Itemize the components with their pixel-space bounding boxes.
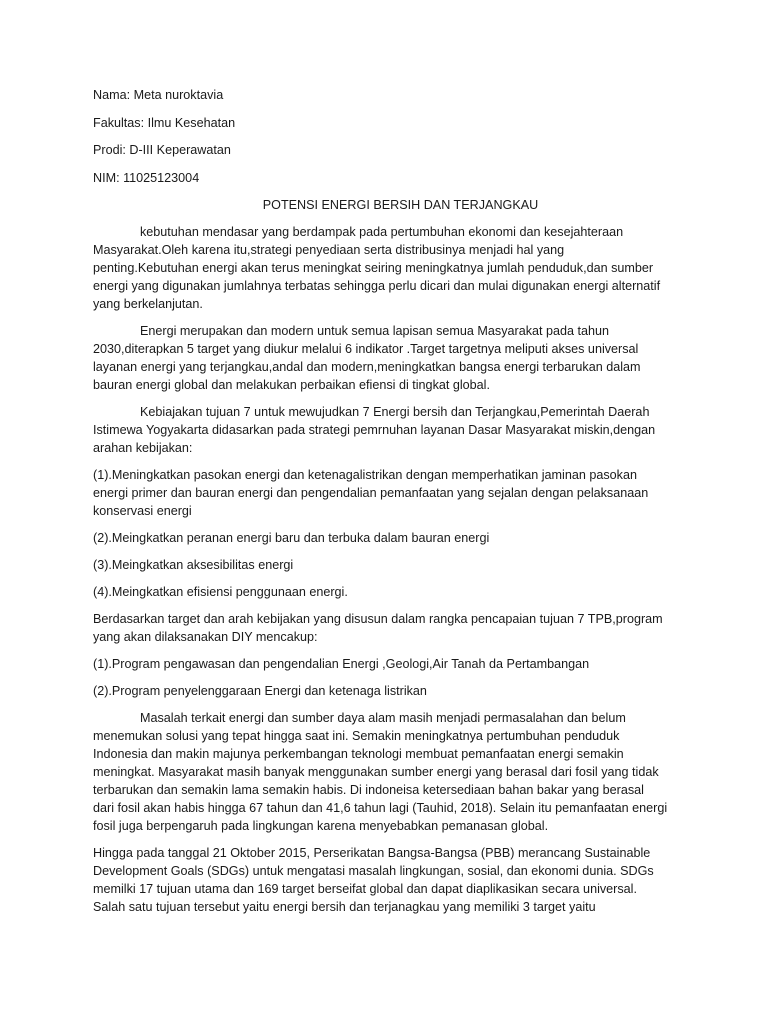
policy-item-1: (1).Meningkatkan pasokan energi dan ketenagalistrikan dengan memperhatikan jaminan pasokan energi primer dan bauran energi dan pengendalian pemanfaatan yang sejalan dengan pelaksanaan konservasi energi — [93, 468, 649, 518]
program-line: Prodi: D-III Keperawatan — [93, 143, 231, 157]
policy-item-3: (3).Meingkatkan aksesibilitas energi — [93, 558, 294, 572]
policy-item-4: (4).Meingkatkan efisiensi penggunaan energi. — [93, 585, 348, 599]
paragraph-intro: kebutuhan mendasar yang berdampak pada pertumbuhan ekonomi dan kesejahteraan Masyarakat.Oleh karena itu,strategi penyediaan serta distribusinya menjadi hal yang penting.Kebutuhan energi akan terus meningkat seiring meningkatnya jumlah penduduk,dan sumber energi yang digunakan jumlahnya terbatas sehingga perlu dicari dan mulai digunakan energi alternatif yang berkelanjutan. — [93, 225, 661, 311]
student-name: Nama: Meta nuroktavia — [93, 88, 224, 102]
paragraph-sdgs: Hingga pada tanggal 21 Oktober 2015, Perserikatan Bangsa-Bangsa (PBB) merancang Sustainable Development Goals (SDGs) untuk mengatasi masalah lingkungan, sosial, dan ekonomi dunia. SDGs memilki 17 tujuan utama dan 169 target berseifat global dan dapat diaplikasikan secara universal. Salah satu tujuan tersebut yaitu energi bersih dan terjanagkau yang memiliki 3 target yaitu — [93, 846, 654, 914]
paragraph-target: Berdasarkan target dan arah kebijakan yang disusun dalam rangka pencapaian tujuan 7 TPB,program yang akan dilaksanakan DIY mencakup: — [93, 612, 663, 644]
paragraph-energy: Energi merupakan dan modern untuk semua lapisan semua Masyarakat pada tahun 2030,diterapkan 5 target yang diukur melalui 6 indikator .Target targetnya meliputi akses universal layanan energi yang terjangkau,andal dan modern,meningkatkan bangsa energi terbarukan dalam bauran energi global dan melakukan perbaikan efiensi di tingkat global. — [93, 324, 641, 392]
paragraph-problem: Masalah terkait energi dan sumber daya alam masih menjadi permasalahan dan belum menemukan solusi yang tepat hingga saat ini. Semakin meningkatnya pertumbuhan penduduk Indonesia dan makin majunya perkembangan teknologi membuat pemanfaatan energi semakin meningkat. Masyarakat masih banyak menggunakan sumber energi yang berasal dari fosil yang tidak terbarukan dan semakin lama semakin habis. Di indoneisa ketersediaan bahan bakar yang berasal dari fosil akan habis hingga 67 tahun dan 41,6 tahun lagi (Tauhid, 2018). Selain itu pemanfaatan energi fosil juga berpengaruh pada lingkungan karena menyebabkan pemanasan global. — [93, 711, 668, 833]
nim-line: NIM: 11025123004 — [93, 170, 200, 185]
program-item-2: (2).Program penyelenggaraan Energi dan ketenaga listrikan — [93, 684, 427, 698]
faculty-line: Fakultas: Ilmu Kesehatan — [93, 115, 236, 130]
paragraph-policy: Kebiajakan tujuan 7 untuk mewujudkan 7 Energi bersih dan Terjangkau,Pemerintah Daerah Istimewa Yogyakarta didasarkan pada strategi pemrnuhan layanan Dasar Masyarakat miskin,dengan arahan kebijakan: — [93, 405, 656, 455]
policy-item-2: (2).Meingkatkan peranan energi baru dan terbuka dalam bauran energi — [93, 531, 490, 545]
document-title: POTENSI ENERGI BERSIH DAN TERJANGKAU — [262, 198, 539, 212]
program-item-1: (1).Program pengawasan dan pengendalian Energi ,Geologi,Air Tanah da Pertambangan — [93, 657, 590, 671]
